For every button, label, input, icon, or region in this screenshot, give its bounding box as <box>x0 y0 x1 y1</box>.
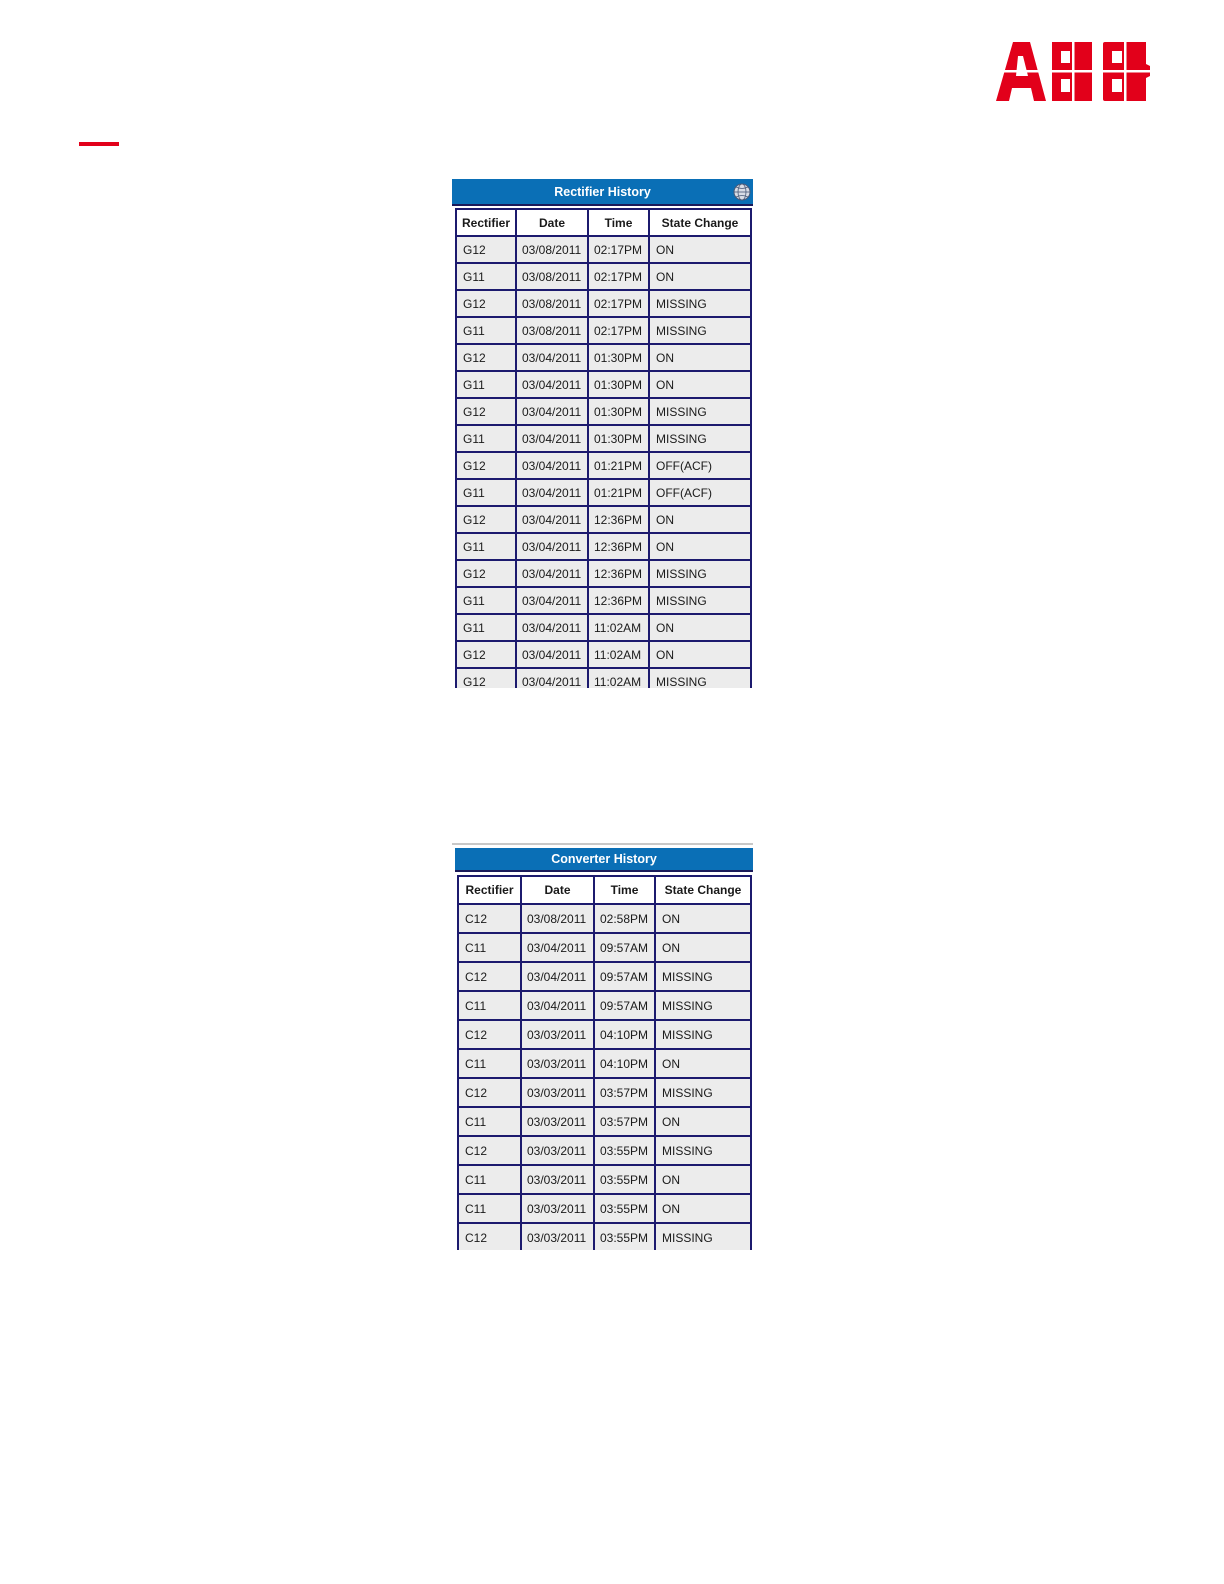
cell-date: 03/03/2011 <box>522 1224 595 1250</box>
cell-time: 01:21PM <box>589 453 650 480</box>
cell-unit: C11 <box>457 934 522 963</box>
cell-state: MISSING <box>650 669 752 688</box>
cell-unit: C12 <box>457 1021 522 1050</box>
cell-date: 03/08/2011 <box>517 291 589 318</box>
converter-history-table <box>457 875 752 1250</box>
cell-unit: G12 <box>455 507 517 534</box>
table-row[interactable] <box>455 426 752 453</box>
cell-date: 03/04/2011 <box>522 992 595 1021</box>
cell-unit: G12 <box>455 237 517 264</box>
cell-date: 03/04/2011 <box>517 399 589 426</box>
cell-state: ON <box>650 534 752 561</box>
cell-time: 01:21PM <box>589 480 650 507</box>
cell-unit: C11 <box>457 1166 522 1195</box>
table-header-row <box>455 208 752 237</box>
cell-date: 03/04/2011 <box>517 669 589 688</box>
cell-state: MISSING <box>656 992 752 1021</box>
cell-state: ON <box>656 1166 752 1195</box>
column-header-rectifier[interactable]: Rectifier <box>455 208 517 237</box>
cell-state: ON <box>650 372 752 399</box>
table-row[interactable] <box>455 507 752 534</box>
cell-unit: G12 <box>455 291 517 318</box>
abb-logo <box>996 42 1154 101</box>
cell-state: ON <box>656 934 752 963</box>
table-row[interactable] <box>455 291 752 318</box>
cell-state: ON <box>650 507 752 534</box>
cell-time: 09:57AM <box>595 963 656 992</box>
column-header-time[interactable]: Time <box>595 875 656 905</box>
table-row[interactable] <box>455 642 752 669</box>
table-row[interactable] <box>455 453 752 480</box>
cell-time: 12:36PM <box>589 507 650 534</box>
cell-state: MISSING <box>656 1079 752 1108</box>
table-row[interactable] <box>457 934 752 963</box>
cell-date: 03/03/2011 <box>522 1108 595 1137</box>
cell-date: 03/08/2011 <box>517 318 589 345</box>
cell-unit: G12 <box>455 345 517 372</box>
cell-date: 03/03/2011 <box>522 1137 595 1166</box>
cell-state: ON <box>656 1195 752 1224</box>
cell-unit: G11 <box>455 534 517 561</box>
cell-date: 03/03/2011 <box>522 1050 595 1079</box>
table-row[interactable] <box>457 1108 752 1137</box>
cell-date: 03/04/2011 <box>517 480 589 507</box>
cell-state: MISSING <box>656 963 752 992</box>
cell-time: 12:36PM <box>589 561 650 588</box>
cell-date: 03/04/2011 <box>517 507 589 534</box>
table-row[interactable] <box>455 318 752 345</box>
table-row[interactable] <box>455 399 752 426</box>
table-row[interactable] <box>457 1195 752 1224</box>
column-header-state-change[interactable]: State Change <box>650 208 752 237</box>
table-row[interactable] <box>457 1224 752 1250</box>
cell-date: 03/03/2011 <box>522 1166 595 1195</box>
cell-time: 02:17PM <box>589 318 650 345</box>
cell-state: ON <box>650 264 752 291</box>
table-row[interactable] <box>457 963 752 992</box>
rectifier-history-table <box>455 208 752 688</box>
cell-date: 03/04/2011 <box>517 453 589 480</box>
cell-time: 01:30PM <box>589 426 650 453</box>
cell-time: 02:17PM <box>589 237 650 264</box>
cell-time: 11:02AM <box>589 615 650 642</box>
cell-date: 03/04/2011 <box>517 534 589 561</box>
cell-unit: C11 <box>457 1050 522 1079</box>
cell-unit: C11 <box>457 1108 522 1137</box>
table-row[interactable] <box>455 372 752 399</box>
cell-state: ON <box>650 345 752 372</box>
cell-time: 04:10PM <box>595 1050 656 1079</box>
cell-unit: G12 <box>455 561 517 588</box>
table-row[interactable] <box>455 588 752 615</box>
cell-time: 03:57PM <box>595 1079 656 1108</box>
cell-unit: C12 <box>457 1224 522 1250</box>
column-header-date[interactable]: Date <box>517 208 589 237</box>
converter-history-title: Converter History <box>455 848 753 872</box>
table-row[interactable] <box>457 1137 752 1166</box>
cell-date: 03/04/2011 <box>517 561 589 588</box>
column-header-time[interactable]: Time <box>589 208 650 237</box>
cell-unit: G11 <box>455 318 517 345</box>
cell-state: ON <box>656 1108 752 1137</box>
table-header-row <box>457 875 752 905</box>
table-row[interactable] <box>455 669 752 688</box>
cell-time: 12:36PM <box>589 534 650 561</box>
column-header-state-change[interactable]: State Change <box>656 875 752 905</box>
cell-date: 03/08/2011 <box>522 905 595 934</box>
cell-date: 03/04/2011 <box>522 934 595 963</box>
table-row[interactable] <box>457 1021 752 1050</box>
cell-unit: G12 <box>455 453 517 480</box>
cell-state: ON <box>650 615 752 642</box>
cell-date: 03/04/2011 <box>517 372 589 399</box>
cell-date: 03/04/2011 <box>517 426 589 453</box>
cell-time: 02:58PM <box>595 905 656 934</box>
cell-time: 11:02AM <box>589 669 650 688</box>
cell-unit: C12 <box>457 1137 522 1166</box>
table-row[interactable] <box>457 1166 752 1195</box>
cell-time: 01:30PM <box>589 399 650 426</box>
cell-time: 12:36PM <box>589 588 650 615</box>
cell-unit: G11 <box>455 588 517 615</box>
cell-unit: G12 <box>455 399 517 426</box>
table-row[interactable] <box>455 615 752 642</box>
cell-unit: C11 <box>457 992 522 1021</box>
cell-state: ON <box>656 905 752 934</box>
cell-date: 03/04/2011 <box>517 345 589 372</box>
cell-date: 03/04/2011 <box>517 615 589 642</box>
cell-time: 02:17PM <box>589 264 650 291</box>
cell-state: ON <box>656 1050 752 1079</box>
cell-state: MISSING <box>656 1021 752 1050</box>
cell-state: OFF(ACF) <box>650 453 752 480</box>
table-row[interactable] <box>455 534 752 561</box>
table-row[interactable] <box>455 561 752 588</box>
cell-date: 03/04/2011 <box>517 588 589 615</box>
cell-date: 03/08/2011 <box>517 237 589 264</box>
cell-date: 03/04/2011 <box>522 963 595 992</box>
cell-unit: C11 <box>457 1195 522 1224</box>
cell-unit: C12 <box>457 963 522 992</box>
cell-state: MISSING <box>650 588 752 615</box>
cell-state: MISSING <box>650 399 752 426</box>
cell-state: MISSING <box>650 291 752 318</box>
rectifier-history-panel <box>452 179 753 688</box>
table-row[interactable] <box>457 1079 752 1108</box>
cell-time: 02:17PM <box>589 291 650 318</box>
cell-time: 03:55PM <box>595 1137 656 1166</box>
cell-unit: G11 <box>455 615 517 642</box>
cell-date: 03/03/2011 <box>522 1079 595 1108</box>
cell-state: MISSING <box>650 426 752 453</box>
cell-date: 03/08/2011 <box>517 264 589 291</box>
cell-state: MISSING <box>650 561 752 588</box>
rectifier-history-title: Rectifier History <box>452 179 753 206</box>
globe-icon[interactable] <box>733 183 751 201</box>
cell-date: 03/04/2011 <box>517 642 589 669</box>
cell-state: OFF(ACF) <box>650 480 752 507</box>
cell-time: 11:02AM <box>589 642 650 669</box>
cell-unit: G12 <box>455 669 517 688</box>
cell-unit: G11 <box>455 372 517 399</box>
cell-date: 03/03/2011 <box>522 1021 595 1050</box>
cell-state: MISSING <box>650 318 752 345</box>
cell-time: 01:30PM <box>589 372 650 399</box>
cell-time: 03:55PM <box>595 1195 656 1224</box>
cell-time: 09:57AM <box>595 992 656 1021</box>
table-row[interactable] <box>457 992 752 1021</box>
cell-time: 01:30PM <box>589 345 650 372</box>
table-row[interactable] <box>455 345 752 372</box>
cell-state: ON <box>650 642 752 669</box>
cell-state: MISSING <box>656 1137 752 1166</box>
column-header-rectifier[interactable]: Rectifier <box>457 875 522 905</box>
table-row[interactable] <box>457 905 752 934</box>
cell-unit: G11 <box>455 264 517 291</box>
column-header-date[interactable]: Date <box>522 875 595 905</box>
table-row[interactable] <box>455 480 752 507</box>
table-row[interactable] <box>455 237 752 264</box>
cell-time: 03:55PM <box>595 1224 656 1250</box>
cell-unit: G12 <box>455 642 517 669</box>
cell-unit: C12 <box>457 905 522 934</box>
cell-unit: G11 <box>455 480 517 507</box>
cell-state: ON <box>650 237 752 264</box>
table-row[interactable] <box>457 1050 752 1079</box>
cell-unit: G11 <box>455 426 517 453</box>
cell-date: 03/03/2011 <box>522 1195 595 1224</box>
cell-time: 03:57PM <box>595 1108 656 1137</box>
cell-time: 09:57AM <box>595 934 656 963</box>
table-row[interactable] <box>455 264 752 291</box>
cell-state: MISSING <box>656 1224 752 1250</box>
cell-unit: C12 <box>457 1079 522 1108</box>
accent-bar <box>79 142 119 146</box>
converter-history-panel <box>452 843 753 1250</box>
cell-time: 04:10PM <box>595 1021 656 1050</box>
cell-time: 03:55PM <box>595 1166 656 1195</box>
